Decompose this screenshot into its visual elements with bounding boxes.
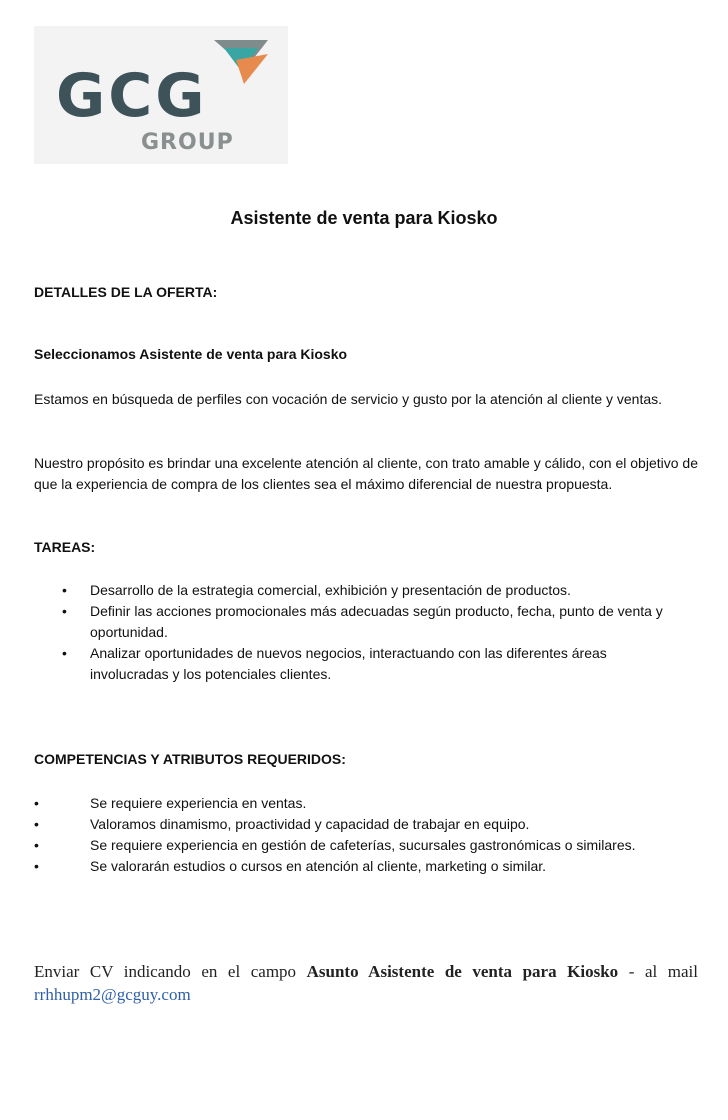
paragraph-busqueda: Estamos en búsqueda de perfiles con vocación de servicio y gusto por la atención al cliente y ventas. [34, 391, 663, 407]
page-title: Asistente de venta para Kiosko [230, 208, 498, 228]
competencias-heading: COMPETENCIAS Y ATRIBUTOS REQUERIDOS: [34, 751, 346, 767]
list-item [34, 814, 698, 835]
list-item [34, 580, 684, 601]
bullet-icon: • [34, 837, 39, 853]
bullet-icon: • [34, 858, 39, 874]
bullet-icon: • [34, 795, 39, 811]
list-item-text: Analizar oportunidades de nuevos negocios, interactuando con las diferentes áreas involucradas y los potenciales clientes. [90, 645, 607, 682]
company-logo [34, 26, 288, 164]
list-item-text: Valoramos dinamismo, proactividad y capacidad de trabajar en equipo. [90, 816, 530, 832]
list-item [34, 856, 698, 877]
bullet-icon: • [62, 645, 67, 661]
competencias-list [34, 793, 698, 877]
list-item-text: Definir las acciones promocionales más adecuadas según producto, fecha, punto de venta y oportunidad. [90, 603, 663, 640]
paragraph-proposito: Nuestro propósito es brindar una excelente atención al cliente, con trato amable y cálido, con el objetivo de que la experiencia de compra de los clientes sea el máximo diferencial de nuestra propuesta. [34, 455, 698, 492]
gcg-triangle-logo-mark [212, 38, 270, 88]
list-item [34, 793, 698, 814]
application-instructions [34, 960, 698, 1006]
footer-middle: - al mail [618, 962, 698, 981]
email-link[interactable]: rrhhupm2@gcguy.com [34, 985, 191, 1004]
list-item-text: Se valorarán estudios o cursos en atención al cliente, marketing o similar. [90, 858, 547, 874]
logo-wordmark: GCG [56, 61, 208, 131]
bullet-icon: • [62, 603, 67, 619]
list-item-text: Se requiere experiencia en ventas. [90, 795, 307, 811]
list-item-text: Se requiere experiencia en gestión de cafeterías, sucursales gastronómicas o similares. [90, 837, 636, 853]
list-item-text: Desarrollo de la estrategia comercial, exhibición y presentación de productos. [90, 582, 571, 598]
detalles-heading: DETALLES DE LA OFERTA: [34, 284, 218, 300]
list-item [34, 835, 698, 856]
bullet-icon: • [34, 816, 39, 832]
tareas-heading: TAREAS: [34, 539, 96, 555]
bullet-icon: • [62, 582, 67, 598]
list-item [34, 643, 684, 685]
footer-subject: Asunto Asistente de venta para Kiosko [306, 962, 619, 981]
list-item [34, 601, 684, 643]
tareas-list [34, 580, 684, 685]
footer-prefix: Enviar CV indicando en el campo [34, 962, 307, 981]
seleccionamos-heading: Seleccionamos Asistente de venta para Kiosko [34, 346, 348, 362]
logo-subtitle: GROUP [141, 130, 234, 155]
